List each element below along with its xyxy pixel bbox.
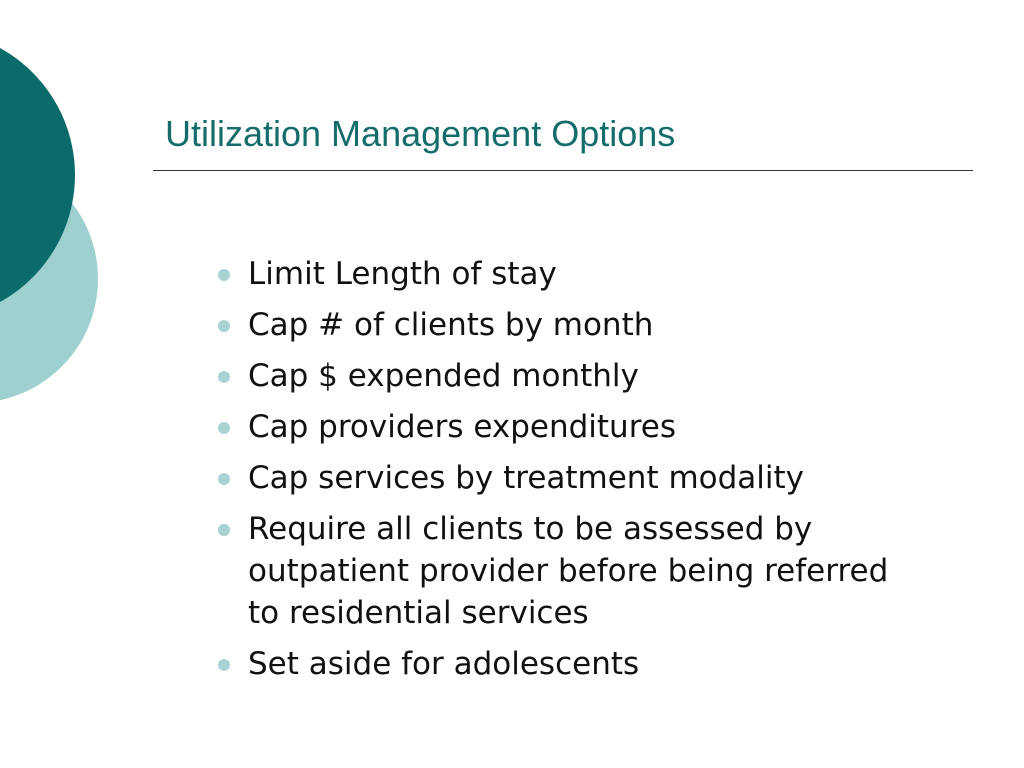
bullet-item (215, 253, 915, 295)
circle-bullet-icon (218, 659, 230, 671)
bullet-text: Limit Length of stay (248, 256, 557, 292)
circle-bullet-icon (218, 473, 230, 485)
bullet-text: Cap services by treatment modality (248, 460, 805, 496)
bullet-text: Cap # of clients by month (248, 307, 654, 343)
bullet-list (215, 253, 915, 694)
bullet-text: Cap $ expended monthly (248, 358, 639, 394)
slide-title: Utilization Management Options (165, 113, 676, 154)
circle-bullet-icon (218, 422, 230, 434)
bullet-item (215, 508, 915, 634)
title-divider (153, 170, 973, 171)
bullet-item (215, 355, 915, 397)
bullet-item (215, 304, 915, 346)
circle-bullet-icon (218, 524, 230, 536)
circle-bullet-icon (218, 269, 230, 281)
bullet-text: Require all clients to be assessed by outpatient provider before being referred to residential services (248, 511, 889, 631)
bullet-item (215, 406, 915, 448)
bullet-item (215, 457, 915, 499)
circle-bullet-icon (218, 371, 230, 383)
circle-bullet-icon (218, 320, 230, 332)
bullet-text: Set aside for adolescents (248, 646, 640, 682)
bullet-item (215, 643, 915, 685)
bullet-text: Cap providers expenditures (248, 409, 676, 445)
